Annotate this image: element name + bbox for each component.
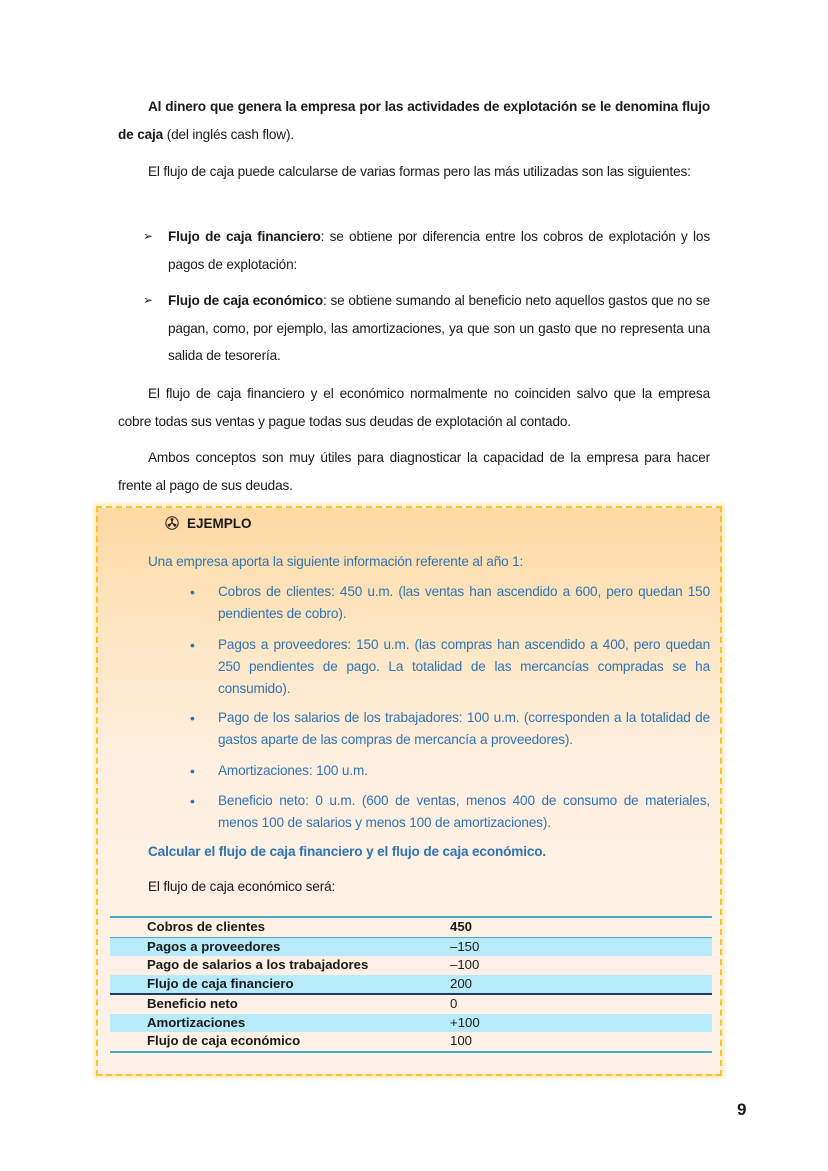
row-value: 0 (450, 996, 458, 1011)
calculation-methods-text: El flujo de caja puede calcularse de varias formas pero las más utilizadas son las siguientes: (148, 164, 691, 179)
arrow-bullet-icon: ➢ (143, 229, 153, 243)
row-value: +100 (450, 1014, 480, 1030)
row-label: Amortizaciones (110, 1014, 450, 1033)
example-item: • Cobros de clientes: 450 u.m. (las ventas han ascendido a 600, pero quedan 150 pendientes de cobro). (190, 581, 710, 625)
table-row (110, 1032, 712, 1052)
row-value: 100 (450, 1033, 473, 1048)
table-row (110, 956, 712, 975)
usefulness-text: Ambos conceptos son muy útiles para diagnosticar la capacidad de la empresa para hacer frente al pago de sus deudas. (118, 450, 710, 493)
bullet-dot-icon: • (190, 793, 195, 809)
definition-financial-cash-flow (143, 223, 710, 278)
cash-flow-definition-bold: Al dinero que genera la empresa por las actividades de explotación se le denomina flujo de caja (118, 99, 710, 142)
row-label: Pagos a proveedores (110, 937, 450, 956)
paragraph-calculation-methods (118, 158, 710, 186)
row-label: Flujo de caja financiero (110, 975, 450, 995)
paragraph-cash-flow-definition (118, 93, 710, 148)
page-number: 9 (737, 1100, 747, 1119)
row-value: 200 (450, 975, 473, 991)
row-value: –150 (450, 938, 480, 954)
definition-term: Flujo de caja económico (168, 293, 323, 308)
definition-text: : se obtiene sumando al beneficio neto aquellos gastos que no se pagan, como, por ejemplo, las amortizaciones, ya que son un gasto que no representa una salida de tesorería. (168, 293, 710, 363)
example-item: • Amortizaciones: 100 u.m. (190, 760, 710, 782)
example-title: EJEMPLO (187, 516, 252, 531)
example-item: • Pago de los salarios de los trabajadores: 100 u.m. (corresponden a la totalidad de gastos aparte de las compras de mercancía a proveedores). (190, 707, 710, 751)
paragraph-difference (118, 380, 710, 435)
table-row (110, 1014, 712, 1033)
bullet-dot-icon: • (190, 710, 195, 726)
example-heading (165, 516, 252, 531)
bullet-dot-icon: • (190, 584, 195, 600)
example-lead: El flujo de caja económico será: (148, 879, 336, 894)
row-value: –100 (450, 957, 480, 972)
row-label: Beneficio neto (110, 994, 450, 1014)
table-row (110, 975, 712, 995)
example-item: • Pagos a proveedores: 150 u.m. (las compras han ascendido a 400, pero quedan 250 pendientes de pago. La totalidad de las mercancías compradas se ha consumido). (190, 634, 710, 700)
definition-economic-cash-flow (143, 287, 710, 370)
table-row (110, 937, 712, 956)
cash-flow-table (110, 916, 712, 1053)
paragraph-usefulness (118, 444, 710, 499)
row-label: Flujo de caja económico (110, 1032, 450, 1052)
bullet-dot-icon: • (190, 763, 195, 779)
trefoil-icon (165, 516, 179, 530)
cash-flow-definition-rest: (del inglés cash flow). (163, 126, 294, 142)
row-label: Pago de salarios a los trabajadores (147, 957, 369, 972)
example-item: • Beneficio neto: 0 u.m. (600 de ventas, menos 400 de consumo de materiales, menos 100 de salarios y menos 100 de amortizaciones). (190, 790, 710, 834)
row-value: 450 (450, 917, 712, 937)
definition-text: : se obtiene por diferencia entre los cobros de explotación y los pagos de explotación: (168, 229, 710, 272)
definition-term: Flujo de caja financiero (168, 229, 321, 244)
bullet-dot-icon: • (190, 637, 195, 653)
example-intro: Una empresa aporta la siguiente información referente al año 1: (148, 554, 524, 569)
difference-text: El flujo de caja financiero y el económico normalmente no coinciden salvo que la empresa cobre todas sus ventas y pague todas sus deudas de explotación al contado. (118, 386, 710, 429)
table-row (110, 994, 712, 1014)
arrow-bullet-icon: ➢ (143, 293, 153, 307)
example-task: Calcular el flujo de caja financiero y el flujo de caja económico. (148, 844, 547, 859)
row-label: Cobros de clientes (110, 917, 450, 937)
table-row (110, 917, 712, 937)
